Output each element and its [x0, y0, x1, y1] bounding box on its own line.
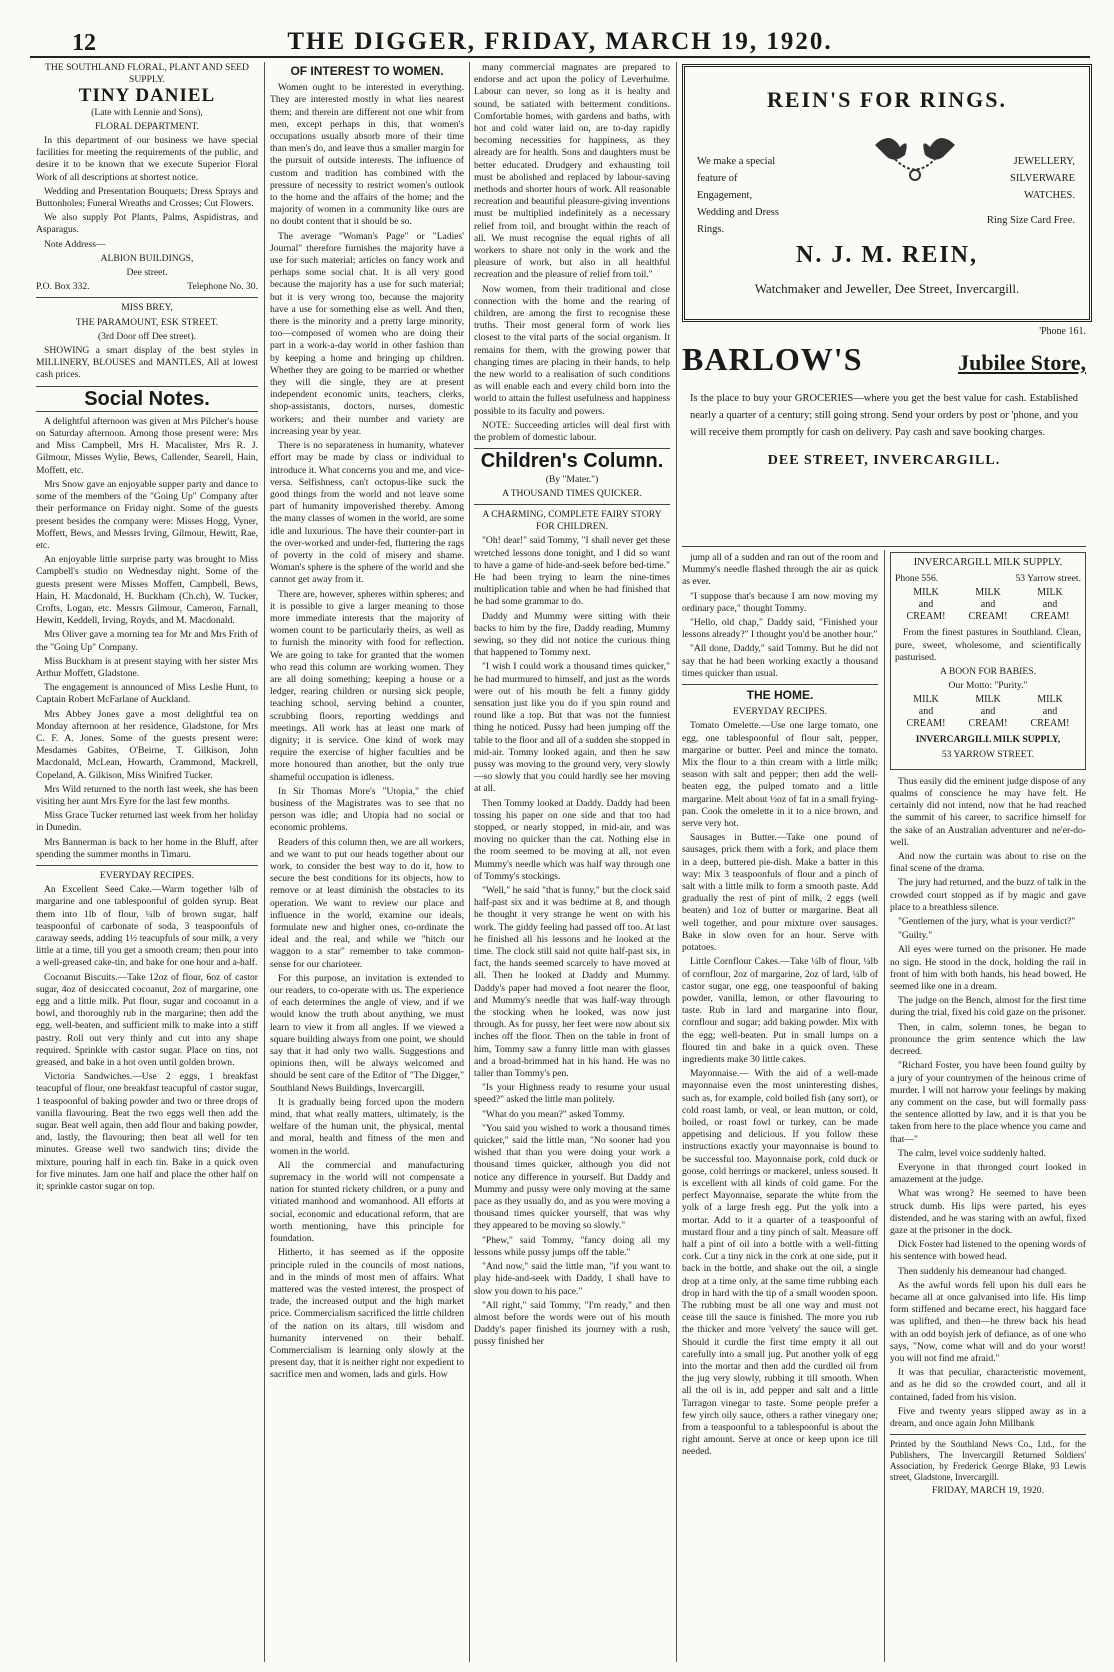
milk-grid	[895, 694, 1081, 730]
social-note: Mrs Snow gave an enjoyable supper party and dance to some of the members of the "Going Up" Company after their performance on Friday night. Some of the guests present besides the company were: Misses Hogg, Vyner, Moffett, Bews, and Messrs Irving, Gilmour, Hewitt, Rae, etc.	[36, 478, 258, 551]
milk-grid-cell: and	[1042, 706, 1058, 718]
women-heading: OF INTEREST TO WOMEN.	[290, 64, 444, 78]
milk-motto: Our Motto: "Purity."	[948, 680, 1028, 692]
story-continued	[682, 552, 878, 680]
women-article	[270, 82, 464, 1381]
reins-left: We make a special feature of Engagement, Wedding and Dress Rings.	[697, 156, 779, 235]
childrens-column-heading: Children's Column.	[480, 450, 664, 473]
social-note: Mrs Oliver gave a morning tea for Mr and Mrs Frith of the "Going Up" Company.	[36, 629, 258, 653]
milk-grid-cell: CREAM!	[1030, 611, 1070, 623]
recipe: Mayonnaise.— With the aid of a well-made mayonnaise even the most uninteresting dishes, such as, for example, cold boiled fish (any sort), or cold roast lamb, or veal, or lean mutton, or cold, boiled, or roast fowl or turkey, can be made appetising and delicious. If you follow these instructions exactly your mayonnaise is bound to be successful too. Mayonnaise pork, cold duck or goose, cold herrings or mackerel, unless soused. It is excellent with all kinds of cold game. For the perfect Mayonnaise, separate the white from the yolk of a large fresh egg. Put the yolk into a mortar. Add to it a quarter of a teaspoonful of mustard flour and a tiny pinch of salt. Measure off half a pint of oil into a bottle with a well-fitting cork. Cut a tiny nick in the cork at one side, put it back in the bottle, and shake out the oil, a single drop at a time only, at the same time rubbing each drop in hard with the tip of a small wooden spoon. The rubbing must be all one way and must not cease till the sauce is finished. The more you rub the thicker and more 'velvety' the sauce will get. Should it curdle the first time empty it all out carefully into a small jug. Put another yolk of egg into the mortar and then add the curdled oil from the jug very slowly, rubbing it till smooth. When all the oil is in, add pepper and salt and a little Tarragon vinegar to taste. Some people prefer a few yirch oily sauce, others a rather vinegary one; from a teaspoonful to a tablespoonful is about the right amount. Serve at once or keep upon ice till needed.	[682, 1068, 878, 1458]
column-3	[474, 62, 670, 1662]
story-paragraph: Daddy and Mummy were sitting with their backs to him by the fire, Daddy reading, Mummy sewing, so they did not notice the curious thing that happened to Tommy next.	[474, 610, 670, 659]
social-note: A delightful afternoon was given at Mrs Pilcher's house on Saturday afternoon. Among those present were: Mrs and Miss Campbell, Mrs H. Macalister, Mrs R. J. Gilmour, Misses Wylie, Bews, Callender, Searell, Hain, Moffett, etc.	[36, 415, 258, 476]
milk-grid-cell: CREAM!	[906, 718, 946, 730]
milk-supply-ad	[890, 552, 1086, 770]
milk-phone: Phone 556.	[895, 573, 939, 585]
milk-grid-cell: and	[918, 706, 934, 718]
story-paragraph: Dick Foster had listened to the opening words of his sentence with bowed head.	[890, 1239, 1086, 1263]
social-note: Miss Grace Tucker returned last week from her holiday in Dunedin.	[36, 810, 258, 834]
story-paragraph: It was that peculiar, characteristic movement, and as he did so the crowded court, and all it contained, faded from his vision.	[890, 1367, 1086, 1403]
story-paragraph: "Phew," said Tommy, "fancy doing all my lessons while pussy jumps off the table."	[474, 1234, 670, 1258]
story-paragraph: jump all of a sudden and ran out of the room and Mummy's needle flashed through the air as quick as ever.	[682, 552, 878, 588]
barlows-ad	[682, 326, 1086, 547]
article-paragraph: There are, however, spheres within spheres; and it is possible to give a larger meaning to those more immediate interests that the majority of women count to be particularly theirs, as well as to furnish the minority with food for reflection. We are going to take for granted that the women who read this column are working women. They are all doing something; keeping a house or a ledger, rearing children or nursing sick people, teaching school, serving behind a counter, scrubbing floors, reporting weddings and meetings. All work has at least one mark of dignity; it is service. One kind of work may require the exercise of higher faculties and be more honoured than another, but the only true shameful occupation is idleness.	[270, 588, 464, 783]
reins-rings-ad	[682, 64, 1092, 322]
milk-grid	[895, 587, 1081, 623]
barlow-address: DEE STREET, INVERCARGILL.	[767, 453, 1001, 468]
ad-telephone: Telephone No. 30.	[187, 281, 258, 293]
milk-grid-cell: MILK	[1037, 694, 1063, 706]
story-paragraph: "I suppose that's because I am now moving my ordinary pace," thought Tommy.	[682, 590, 878, 614]
story-paragraph: "Guilty."	[898, 930, 933, 942]
column-rule	[469, 62, 470, 1662]
milk-grid-cell: and	[980, 706, 996, 718]
milk-grid-cell: MILK	[975, 587, 1001, 599]
story-paragraph: The jury had returned, and the buzz of talk in the crowded court stopped as if by magic and gave place to a breathless silence.	[890, 877, 1086, 913]
milk-grid-cell: MILK	[975, 694, 1001, 706]
reins-sub: Watchmaker and Jeweller, Dee Street, Invercargill.	[754, 281, 1020, 296]
milk-footer: INVERCARGILL MILK SUPPLY,	[915, 734, 1061, 746]
story-paragraph: "Gentlemen of the jury, what is your verdict?"	[898, 916, 1076, 928]
milk-boon: A BOON FOR BABIES.	[940, 666, 1036, 678]
story-paragraph: Thus easily did the eminent judge dispose of any qualms of conscience he may have felt. He certainly did not intend, now that he had reached the summit of his career, to sacrifice himself for the sake of an Australian adventurer and ne'er-do-well.	[890, 775, 1086, 848]
recipe: Victoria Sandwiches.—Use 2 eggs, 1 breakfast teacupful of flour, one breakfast teacupful of castor sugar, 1 teaspoonful of baking powder and two or three drops of vanilla flavouring. Beat the two eggs well then add the sugar. Beat well again, then add flour and baking powder, and, lastly, the flavouring; then beat all well for ten minutes. Grease well two sandwich tins; divide the mixture, pouring half in each tin. Bake in a quick oven for five minutes. Jam one half and place the other half on it; sprinkle castor sugar on top.	[36, 1071, 258, 1193]
column-rule	[264, 62, 265, 1662]
recipe: Tomato Omelette.—Use one large tomato, one egg, one tablespoonful of flour salt, pepper, margarine or butter. Peel and mince the tomato. Mix the flour to a thin cream with a little milk; season with salt and pepper; then add the well-beaten egg, the pulped tomato and a little margarine. Melt about ½oz of fat in a small frying-pan. Cook the omelette in it to a nice brown, and serve very hot.	[682, 720, 878, 830]
recipes-heading: EVERYDAY RECIPES.	[99, 869, 195, 881]
milk-grid-cell: MILK	[1037, 587, 1063, 599]
barlow-phone: 'Phone 161.	[1039, 326, 1086, 337]
story-paragraph: And now the curtain was about to rise on the final scene of the drama.	[890, 851, 1086, 875]
story-subtitle: A CHARMING, COMPLETE FAIRY STORY FOR CHILDREN.	[482, 508, 662, 533]
story-paragraph: Five and twenty years slipped away as in a dream, and once again John Millbank	[890, 1405, 1086, 1429]
ad-body: In this department of our business we have special facilities for meeting the requirements of the public, and desire it to be known that we execute Superior Floral Work of all descriptions at shortest notice.	[36, 135, 258, 183]
brey-address: THE PARAMOUNT, ESK STREET.	[75, 316, 219, 328]
milk-street: 53 Yarrow street.	[1015, 573, 1081, 585]
ad-dept: FLORAL DEPARTMENT.	[94, 120, 200, 132]
story-paragraph: Then Tommy looked at Daddy. Daddy had been tossing his paper on one side and that too had stopped, or nearly stopped, in mid-air, and was moving no quicker than the cat. Nothing else in the room seemed to be moving at all, not even Mummy's needle which was half way through one of Tommy's stockings.	[474, 797, 670, 882]
social-note: Mrs Abbey Jones gave a most delightful tea on Monday afternoon at her residence, Gladstone, for Mrs C. F. A. Jones. Some of the guests present were: Mesdames Gabites, O'Beirne, T. Gilkison, John Macdonald, McLean, Howarth, Crammond, Mackrell, Copeland, A. Gilkison, Miss Winifred Tucker.	[36, 708, 258, 781]
article-paragraph: There is no separateness in humanity, whatever effort may be made by class or individual to introduce it. What concerns you and me, and vice-versa. Selfishness, can't octopus-like suck the good things from the world and not leave some part of humanity impoverished thereby. Among the many classes of women in the world, are some idle and luxurious. The have their counter-part in the over-worked and under-fed, fluttering the rags of poverty in the cold of misery and shame. Woman's sphere is the sphere of the world and she cannot get away from it.	[270, 440, 464, 586]
story-paragraph: Everyone in that thronged court looked in amazement at the judge.	[890, 1161, 1086, 1186]
article-paragraph: All the commercial and manufacturing supremacy in the world will not compensate a nation for stunted rickety children, or a puny and vitiated manhood and womanhood. All efforts at social, economic and educational reform, that are worth mentioning, have this principle for foundation.	[270, 1159, 464, 1245]
story-paragraph: The judge on the Bench, almost for the first time during the trial, fixed his cold gaze on the prisoner.	[890, 995, 1086, 1019]
newspaper-title: THE DIGGER, FRIDAY, MARCH 19, 1920.	[287, 28, 833, 55]
imprint: Printed by the Southland News Co., Ltd., for the Publishers, The Invercargill Returned Soldiers' Association, by Frederick George Blake, 93 Lewis street, Gladstone, Invercargill.	[890, 1439, 1086, 1483]
milk-grid-cell: CREAM!	[1030, 718, 1070, 730]
home-subheading: EVERYDAY RECIPES.	[732, 706, 828, 718]
ad-name: TINY DANIEL	[78, 85, 216, 107]
brey-body: SHOWING a smart display of the best styles in MILLINERY, BLOUSES and MANTLES, All at lowest cash prices.	[36, 345, 258, 381]
story-paragraph: "What do you mean?" asked Tommy.	[482, 1108, 625, 1120]
tiny-daniel-ad	[36, 62, 258, 293]
column-5	[890, 552, 1086, 1662]
social-notes	[36, 416, 258, 861]
article-paragraph: The average "Woman's Page" or "Ladies' Journal" therefore furnishes the majority have a use for such material; articles on fancy work and perhaps some social chat. It is all very good because the majority has a use for such material; but it is very wrong too, because the majority have a use for something else as well. And then, there is the minority and a pretty large minority, too—composed of women who are doing their part in a work-a-day world in other fashion than by keeping a home and bringing up children. Whether they are going to be married or whether they will die single, they are at present independent economic units, teachers, clerks, shop-assistants, doctors, nurses, domestic workers; and their number and variety are increasing year by year.	[270, 230, 464, 437]
page-number: 12	[72, 30, 96, 56]
story-paragraph: "You said you wished to work a thousand times quicker," said the little man, "No sooner had you wished that than you were doing your work a thousand times quicker, although you did not notice any difference in yourself. But Daddy and Mummy and pussy were only moving at the same pace as they usually do, and as you were moving a thousand times quicker yourself, that was why they appeared to be moving so slowly."	[474, 1122, 670, 1232]
barlow-name: BARLOW'S	[682, 341, 863, 377]
column-1	[36, 62, 258, 1662]
milk-grid-cell: MILK	[913, 694, 939, 706]
home-heading: THE HOME.	[746, 688, 814, 703]
story-paragraph: The calm, level voice suddenly halted.	[898, 1147, 1046, 1159]
birds-ring-icon	[865, 125, 965, 185]
social-note: Miss Buckham is at present staying with her sister Mrs Arthur Moffett, Gladstone.	[36, 655, 258, 679]
milk-title: INVERCARGILL MILK SUPPLY.	[913, 557, 1063, 568]
story-paragraph: "Oh! dear!" said Tommy, "I shall never get these wretched lessons done tonight, and I did so want to have a game of hide-and-seek before bed-time." He had been trying to learn the nine-times multiplication table and when he had finished that he had some grammar to do.	[474, 535, 670, 608]
reins-name: N. J. M. REIN,	[796, 242, 978, 268]
home-recipes	[682, 720, 878, 1458]
milk-grid-cell: and	[980, 599, 996, 611]
article-paragraph: It is gradually being forced upon the modern mind, that what really matters, ultimately, is the welfare of the human unit, the physical, mental and moral, health and fitness of the men and women in the world.	[270, 1096, 464, 1157]
milk-footer-street: 53 YARROW STREET.	[941, 748, 1035, 760]
reins-right-2: Ring Size Card Free.	[986, 215, 1075, 226]
story-paragraph: As the awful words fell upon his dull ears he became all at once galvanised into life. His limp form stiffened and became erect, his haggard face was uplifted, and then—he threw back his head with an odd boyish jerk of defiance, as of one who says, "Now, come what will and do your worst! you will not find me afraid."	[890, 1279, 1086, 1364]
story-paragraph: "Richard Foster, you have been found guilty by a jury of your countrymen of the heinous crime of murder. I will not harrow your feelings by making any comment on the case, but will formally pass the sentence allotted by law, and it is that you be taken from here to the place whence you came and that—"	[890, 1060, 1086, 1145]
imprint-date: FRIDAY, MARCH 19, 1920.	[932, 1485, 1044, 1497]
article-paragraph: For this purpose, an invitation is extended to our readers, to co-operate with us. The experience of each determines the angle of view, and if we would know the truth about anything, we must learn to view it from all angles. If we viewed a square building always from one point, we should say that it had only two walls. Suggestions and opinions then, will be always welcomed and should be sent care of the Editor of "The Digger," Southland News Buildings, Invercargill.	[270, 972, 464, 1094]
milk-grid-cell: CREAM!	[968, 611, 1008, 623]
recipe: Sausages in Butter.—Take one pound of sausages, prick them with a fork, and place them in a deep, buttered pie-dish. Make a batter in this way: Mix 3 teaspoonfuls of flour and a pinch of salt with a little milk to form a smooth paste. Add gradually the rest of pint of milk, 2 eggs (well beaten) and 1oz of butter or margarine. Beat all well together, and pour mixture over sausages. Bake in slow oven for an hour. Serve with potatoes.	[682, 832, 878, 954]
milk-grid-cell: and	[918, 599, 934, 611]
milk-grid-cell: CREAM!	[968, 718, 1008, 730]
article-paragraph: In Sir Thomas More's "Utopia," the chief business of the Magistrates was to see that no person was idle; and Utopia had no social or economic problems.	[270, 785, 464, 834]
milk-grid-cell: CREAM!	[906, 611, 946, 623]
recipe: Little Cornflour Cakes.—Take ¼lb of flour, ¼lb of cornflour, 2oz of margarine, 2oz of lard, ¼lb of castor sugar, one egg, one teaspoonful of baking powder, vanilla, lemon, or other flavouring to taste. Rub in lard and margarine into flour, cornflour and sugar; add baking powder. Mix with the egg; well-beaten. Put in small lumps on a floured tin and bake in a quick oven. These ingredients make 30 little cakes.	[682, 956, 878, 1065]
story	[474, 535, 670, 1348]
women-article-continued	[474, 62, 670, 444]
article-paragraph: Now women, from their traditional and close connection with the home and the rearing of children, are among the first to recognise these truths. Their most general form of work lies closest to the vital parts of the social organism. It remains for them, with the growing power that changing times are placing in their hands, to help the new world to a realisation of such conditions as will enable each and every child born into the world to attain the fullest usefulness and happiness possible to its faculty and powers.	[474, 283, 670, 417]
story-paragraph: All eyes were turned on the prisoner. He made no sign. He stood in the dock, holding the rail in front of him with both hands, his head bowed. He seemed like one in a dream.	[890, 944, 1086, 993]
story-paragraph: Then, in calm, solemn tones, he began to pronounce the grim sentence which the law decreed.	[890, 1021, 1086, 1058]
ad-pot: We also supply Pot Plants, Palms, Aspidistras, and Asparagus.	[36, 212, 258, 236]
story-paragraph: "And now," said the little man, "if you want to play hide-and-seek with Daddy, I shall have to slow you down to his pace."	[474, 1261, 670, 1297]
ad-top: THE SOUTHLAND FLORAL, PLANT AND SEED SUPPLY.	[45, 62, 249, 86]
article-paragraph: many commercial magnates are prepared to endorse and act upon the policy of Leverhulme. Labour can never, so long as it is healty and sound, be satiated with betterment conditions. Comfortable homes, with gardens and baths, with hot and cold water laid on, are to-day rapidly becoming necessities for happiness, as they already are for health. Sons and daughters must be better educated. Drudgery and exhausting toil must be abolished and replaced by labour-saving methods and shorter hours of work. All reasonable recreation and beautiful pleasure-giving inventions must be multiplied indefinitely as a necessary relief from toil, and brought within the reach of all. We must recognise the equal rights of all workers to share not only in the work and the pleasure of work, but also in all healthful recreation and the pleasure of relief from toil."	[474, 62, 670, 281]
ad-wedding: Wedding and Presentation Bouquets; Dress Sprays and Buttonholes; Funeral Wreaths and Crosses; Cut Flowers.	[36, 185, 258, 210]
social-note: Mrs Bannerman is back to her home in the Bluff, after spending the summer months in Timaru.	[36, 836, 258, 860]
milk-body: From the finest pastures in Southland. Clean, pure, sweet, wholesome, and scientifically pasturised.	[895, 627, 1081, 663]
masthead	[30, 8, 1090, 58]
recipe: Cocoanut Biscuits.—Take 12oz of flour, 6oz of castor sugar, 4oz of desiccated cocoanut, 2oz of margarine, one egg and a little milk. Put flour, sugar and cocoanut in a bowl, and thoroughly rub in the margarine; then add the egg, well-beaten, and sufficient milk to make into a stiff pastry. Roll out very thinly and cut into any shape required. Sprinkle with castor sugar. Place on tins, not greased, and bake in a hot oven until golden brown.	[36, 971, 258, 1069]
story-paragraph: "All right," said Tommy, "I'm ready," and then almost before the words were out of his mouth Daddy's paper finished its journey with a rush, pussy finished her	[474, 1299, 670, 1348]
ad-sub: (Late with Lennie and Sons),	[91, 106, 203, 118]
ad-box: P.O. Box 332.	[36, 281, 90, 293]
brey-name: MISS BREY,	[121, 302, 173, 314]
recipe: An Excellent Seed Cake.—Warm together ¼lb of margarine and one tablespoonful of golden syrup. Beat them into 1lb of flour, ¼lb of brown sugar, half teaspoonful of carbonate of soda, 3 teaspoonfuls of caraway seeds, adding 1½ teacupfuls of sour milk, a very little at a time, till you get a smooth cream; then pour into a well-greased cake-tin, and bake for one hour and a-half.	[36, 884, 258, 969]
brey-address-note: (3rd Door off Dee street).	[97, 330, 197, 342]
social-note: Mrs Wild returned to the north last week, she has been visiting her aunt Mrs Eyre for the last few months.	[36, 783, 258, 807]
milk-grid-cell: MILK	[913, 587, 939, 599]
ad-address: ALBION BUILDINGS,	[100, 252, 194, 264]
column-rule	[884, 550, 885, 1662]
ad-address: Dee street.	[126, 267, 168, 279]
column-rule	[676, 62, 677, 1662]
article-paragraph: NOTE: Succeeding articles will deal first with the problem of domestic labour.	[474, 419, 670, 444]
reins-title: REIN'S FOR RINGS.	[767, 87, 1007, 112]
story-paragraph: "Well," he said "that is funny," but the clock said half-past six and it was bedtime at 8, and though he thought it very strange he went on with his work. The giddy feeling had passed off too. At last he finished all his lessons and he looked at the time. The clock still said not quite half-past six, in fact, the hands seemed scarcely to have moved at all. Then he looked at Daddy and Mummy. Daddy's paper had moved a foot nearer the floor, and Mummy's needle that was half-way through the stocking when he looked, was now just through. As for pussy, her feet were now about six inches off the floor. Then on the table in front of him, Tommy saw a funny little man with glasses and a broad-brimmed hat in his hand. He was no taller than Tommy's pen.	[474, 885, 670, 1080]
story-paragraph: Then suddenly his demeanour had changed.	[898, 1265, 1067, 1277]
ad-address-note: Note Address—	[44, 238, 106, 250]
social-note: The engagement is announced of Miss Leslie Hunt, to Captain Robert McFarlane of Auckland.	[36, 682, 258, 706]
article-paragraph: Hitherto, it has seemed as if the opposite principle ruled in the councils of most nations, and in the minds of most men of affairs. What mattered was the vested interest, the prospect of trade, the increased output and the high market price. Commercialism sacrificed the little children of the nation on its altars, till wisdom and humanity intervened on their behalf. Commercialism is learning only slowly at the present day, that it is neither right nor expedient to sacrifice men and women, lads and girls. How	[270, 1247, 464, 1381]
reins-right-1: JEWELLERY, SILVERWARE WATCHES.	[1010, 156, 1075, 201]
social-note: An enjoyable little surprise party was brought to Miss Campbell's studio on Wednesday night. Some of the guests present were Misses Moffett, Campbell, Bews, Hain, H. Macdonald, H. Buckham (Ch.ch), W. Tucker, Crofts, Logan, etc. Messrs Gilmour, Cameron, Farnall, Hewitt, Keddell, Irving, Royds, and M. Macdonald.	[36, 554, 258, 627]
story-paragraph: "Is your Highness ready to resume your usual speed?" asked the little man politely.	[474, 1082, 670, 1106]
column-2	[270, 62, 464, 1662]
serial-story	[890, 776, 1086, 1430]
story-paragraph: "Hello, old chap," Daddy said, "Finished your lessons already?" I thought you'd be another hour."	[682, 617, 878, 641]
reins-right	[985, 153, 1075, 229]
article-paragraph: Women ought to be interested in everything. They are interested mostly in what lies nearest them; and therein are different not one whit from men, except perhaps in this, that women's occupations usually absorb more of their time than men's do, and leave thus a smaller margin for the pursuit of outside interests. The influence of custom and tradition has combined with the pressure of necessity to restrict women's outlook to the home and the affairs of the home; and the majority of women in a community like ours are no doubt content that it should be so.	[270, 82, 464, 228]
story-paragraph: What was wrong? He seemed to have been struck dumb. His lips were parted, his eyes distended, and he was staring with an awful, fixed gaze at the prisoner in the dock.	[890, 1188, 1086, 1236]
milk-grid-cell: and	[1042, 599, 1058, 611]
story-paragraph: "All done, Daddy," said Tommy. But he did not say that he had been working exactly a thousand times quicker than usual.	[682, 643, 878, 679]
article-paragraph: Readers of this column then, we are all workers, and we want to put our heads together about our work, to consider the best way to do it, how to secure the best conditions for its objects, how to remove or at least diminish the obstacles to its operation. We want to review our place and influence in the world, examine our ideals, formulate new and higher ones, co-ordinate the ideal and the real, and while we "hitch our waggon to a star" remember to take common-sense for our charioteer.	[270, 836, 464, 970]
story-paragraph: "I wish I could work a thousand times quicker," he had murmured to himself, and just as the words were out of his mouth he felt a funny giddy sensation just like you do if you spin round and round like a top. But that was not the funniest thing he noticed. Pussy had been jumping off the table to the floor and all of a sudden she stopped in mid-air. Tommy looked again, and then he saw pussy was moving to the ground very, very slowly—so slowly that you could hardly see her moving at all.	[474, 661, 670, 795]
miss-brey-ad	[36, 302, 258, 381]
column-4	[682, 552, 878, 1662]
social-notes-heading: Social Notes.	[84, 387, 210, 410]
byline: (By "Mater.")	[545, 473, 599, 485]
barlow-jubilee: Jubilee Store,	[958, 350, 1086, 375]
recipes	[36, 884, 258, 1193]
barlow-body: Is the place to buy your GROCERIES—where you get the best value for cash. Established nearly a quarter of a century; still going strong. Send your orders by post or 'phone, and you will receive them promptly for cash on delivery. Pay cash and save booking charges.	[690, 393, 1078, 438]
story-title: A THOUSAND TIMES QUICKER.	[502, 487, 642, 499]
